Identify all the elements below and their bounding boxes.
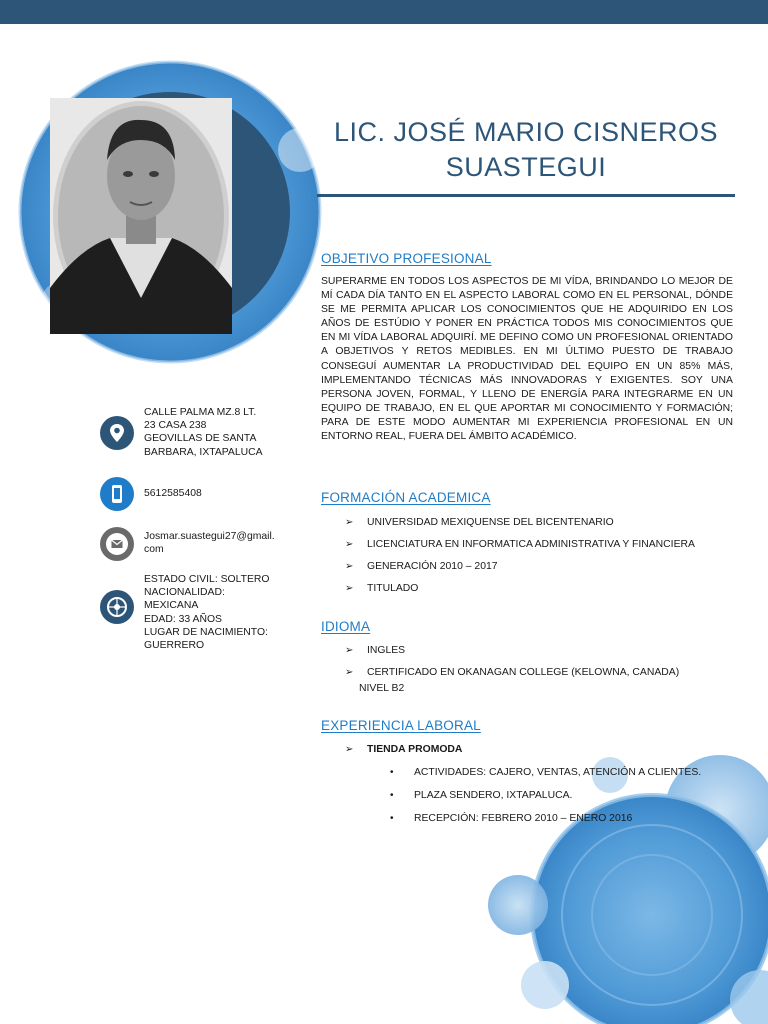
education-heading: FORMACIÓN ACADEMICA bbox=[321, 490, 491, 505]
dot-bullet-icon: • bbox=[390, 813, 394, 824]
experience-detail: • PLAZA SENDERO, IXTAPALUCA. bbox=[390, 790, 573, 801]
education-item: ➢ TITULADO bbox=[345, 583, 419, 594]
language-level: NIVEL B2 bbox=[359, 683, 405, 694]
arrow-bullet-icon: ➢ bbox=[345, 645, 354, 656]
personal-info-text: ESTADO CIVIL: SOLTERO NACIONALIDAD: MEXICANA EDAD: 33 AÑOS LUGAR DE NACIMIENTO: GUERRERO bbox=[144, 574, 270, 652]
education-item: ➢ UNIVERSIDAD MEXIQUENSE DEL BICENTENARIO bbox=[345, 517, 614, 528]
education-item: ➢ LICENCIATURA EN INFORMATICA ADMINISTRATIVA Y FINANCIERA bbox=[345, 539, 695, 550]
personal-info-icon bbox=[100, 590, 134, 624]
arrow-bullet-icon: ➢ bbox=[345, 744, 354, 755]
profile-photo bbox=[50, 98, 232, 334]
location-icon bbox=[100, 416, 134, 450]
full-name: LIC. JOSÉ MARIO CISNEROS SUASTEGUI bbox=[333, 117, 719, 182]
objective-heading: OBJETIVO PROFESIONAL bbox=[321, 251, 492, 266]
education-item: ➢ GENERACIÓN 2010 – 2017 bbox=[345, 561, 498, 572]
email-icon bbox=[100, 527, 134, 561]
address-text: CALLE PALMA MZ.8 LT. 23 CASA 238 GEOVILLAS DE SANTA BARBARA, IXTAPALUCA bbox=[144, 407, 263, 458]
email-text: Josmar.suastegui27@gmail. com bbox=[144, 531, 275, 556]
dot-bullet-icon: • bbox=[390, 790, 394, 801]
language-heading: IDIOMA bbox=[321, 619, 371, 634]
arrow-bullet-icon: ➢ bbox=[345, 561, 354, 572]
arrow-bullet-icon: ➢ bbox=[345, 667, 354, 678]
company-item: ➢ TIENDA PROMODA bbox=[345, 744, 463, 755]
dot-bullet-icon: • bbox=[390, 767, 394, 778]
arrow-bullet-icon: ➢ bbox=[345, 583, 354, 594]
arrow-bullet-icon: ➢ bbox=[345, 539, 354, 550]
phone-icon bbox=[100, 477, 134, 511]
language-item: ➢ INGLES bbox=[345, 645, 406, 656]
arrow-bullet-icon: ➢ bbox=[345, 517, 354, 528]
language-item: ➢ CERTIFICADO EN OKANAGAN COLLEGE (KELOWNA, CANADA) bbox=[345, 667, 680, 678]
name-divider bbox=[317, 194, 735, 197]
experience-detail: • RECEPCIÓN: FEBRERO 2010 – ENERO 2016 bbox=[390, 813, 633, 824]
objective-text: SUPERARME EN TODOS LOS ASPECTOS DE MI VÍDA, BRINDANDO LO MEJOR DE MÍ CADA DÍA TANTO EN EL ASPECTO LABORAL COMO EN EL PERSONAL, DÓNDE SE ME PERMITA APLICAR LOS CONOCIMIENTOS QUE HE ADQUIRIDO EN LOS AÑOS DE ESTÚDIO Y PONER EN PRÁCTICA TODOS MIS CONOCIMIENTOS QUE EN MI VÍDA LABORAL ADQUIRÍ. ME DEFINO COMO UN PROFESIONAL ORIENTADO A OBJETIVOS Y RETOS MEDIBLES. EN MI ÚLTIMO PUESTO DE TRABAJO CONSEGUÍ AUMENTAR LA PRODUCTIVIDAD DEL EQUIPO EN UN 85% MÁS, IMPLEMENTANDO TÉCNICAS MÁS INNOVADORAS Y EXIGENTES. SOY UNA PERSONA JOVEN, FORMAL, Y LLENO DE ENERGÍA PARA INTEGRARME EN UN EQUIPO DE TRABAJO, EN EL QUE APORTAR MI CONOCIMIENTO Y FORMACIÓN; PARA DE ESTE MODO AUMENTAR MI EXPERIENCIA PROFESIONAL EN UN ENTORNO REAL, FUERA DEL ÁMBITO ACADÉMICO. bbox=[321, 276, 733, 443]
experience-heading: EXPERIENCIA LABORAL bbox=[321, 718, 481, 733]
experience-detail: • ACTIVIDADES: CAJERO, VENTAS, ATENCIÓN A CLIENTES. bbox=[390, 767, 702, 778]
phone-text: 5612585408 bbox=[144, 488, 202, 499]
